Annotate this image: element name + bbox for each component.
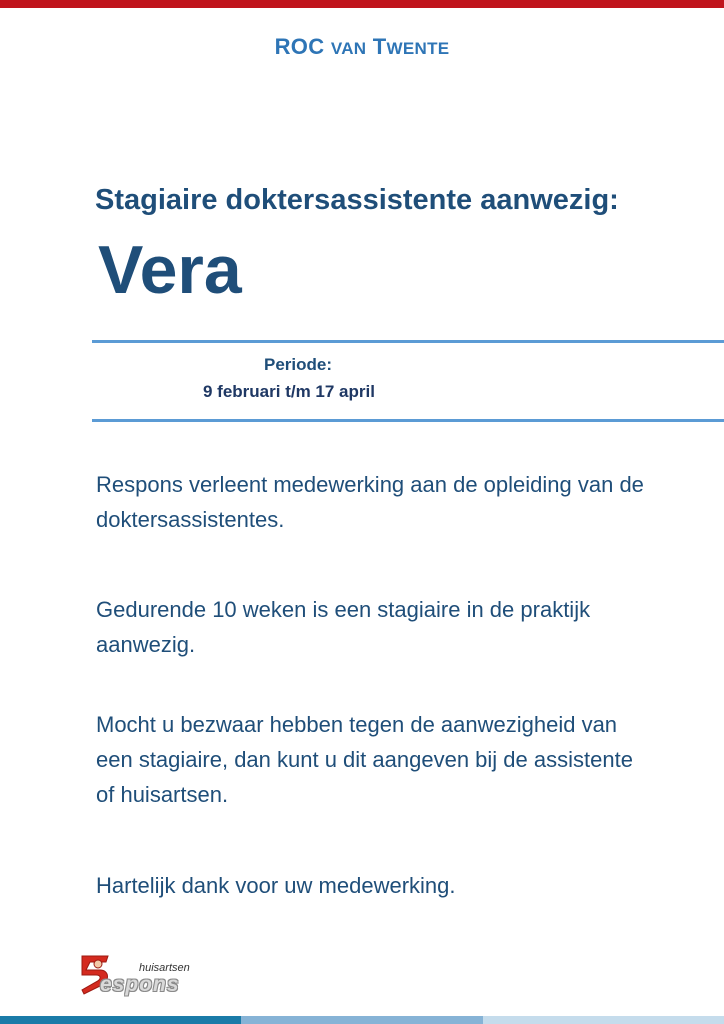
bottom-bar-segment-2: [241, 1016, 482, 1024]
logo-big-text: espons: [100, 973, 180, 996]
period-label: Periode:: [264, 355, 333, 374]
school-title-van: VAN: [330, 39, 367, 58]
trainee-name: Vera: [98, 232, 242, 308]
school-title-wente: WENTE: [386, 39, 450, 58]
top-border-bar: [0, 0, 724, 8]
notice-heading: Stagiaire doktersassistente aanwezig:: [95, 184, 619, 216]
school-title: [0, 34, 724, 60]
paragraph-objection: Mocht u bezwaar hebben tegen de aanwezigheid van een stagiaire, dan kunt u dit aangeven bij de assistente of huisartsen.: [96, 712, 633, 807]
paragraph-thanks: Hartelijk dank voor uw medewerking.: [96, 873, 456, 898]
bottom-bar-segment-1: [0, 1016, 241, 1024]
bottom-bar-segment-3: [483, 1016, 724, 1024]
period-dates: 9 februari t/m 17 april: [203, 382, 375, 401]
school-title-t: T: [372, 34, 387, 59]
bottom-border-bar: [0, 1016, 724, 1024]
paragraph-cooperation: Respons verleent medewerking aan de opleiding van de doktersassistentes.: [96, 472, 644, 532]
logo-small-text: huisartsen: [139, 962, 190, 974]
paragraph-duration: Gedurende 10 weken is een stagiaire in de praktijk aanwezig.: [96, 597, 591, 657]
divider-top: [92, 340, 724, 343]
school-title-roc: ROC: [274, 34, 325, 59]
respons-logo: [76, 952, 216, 1002]
divider-bottom: [92, 419, 724, 422]
